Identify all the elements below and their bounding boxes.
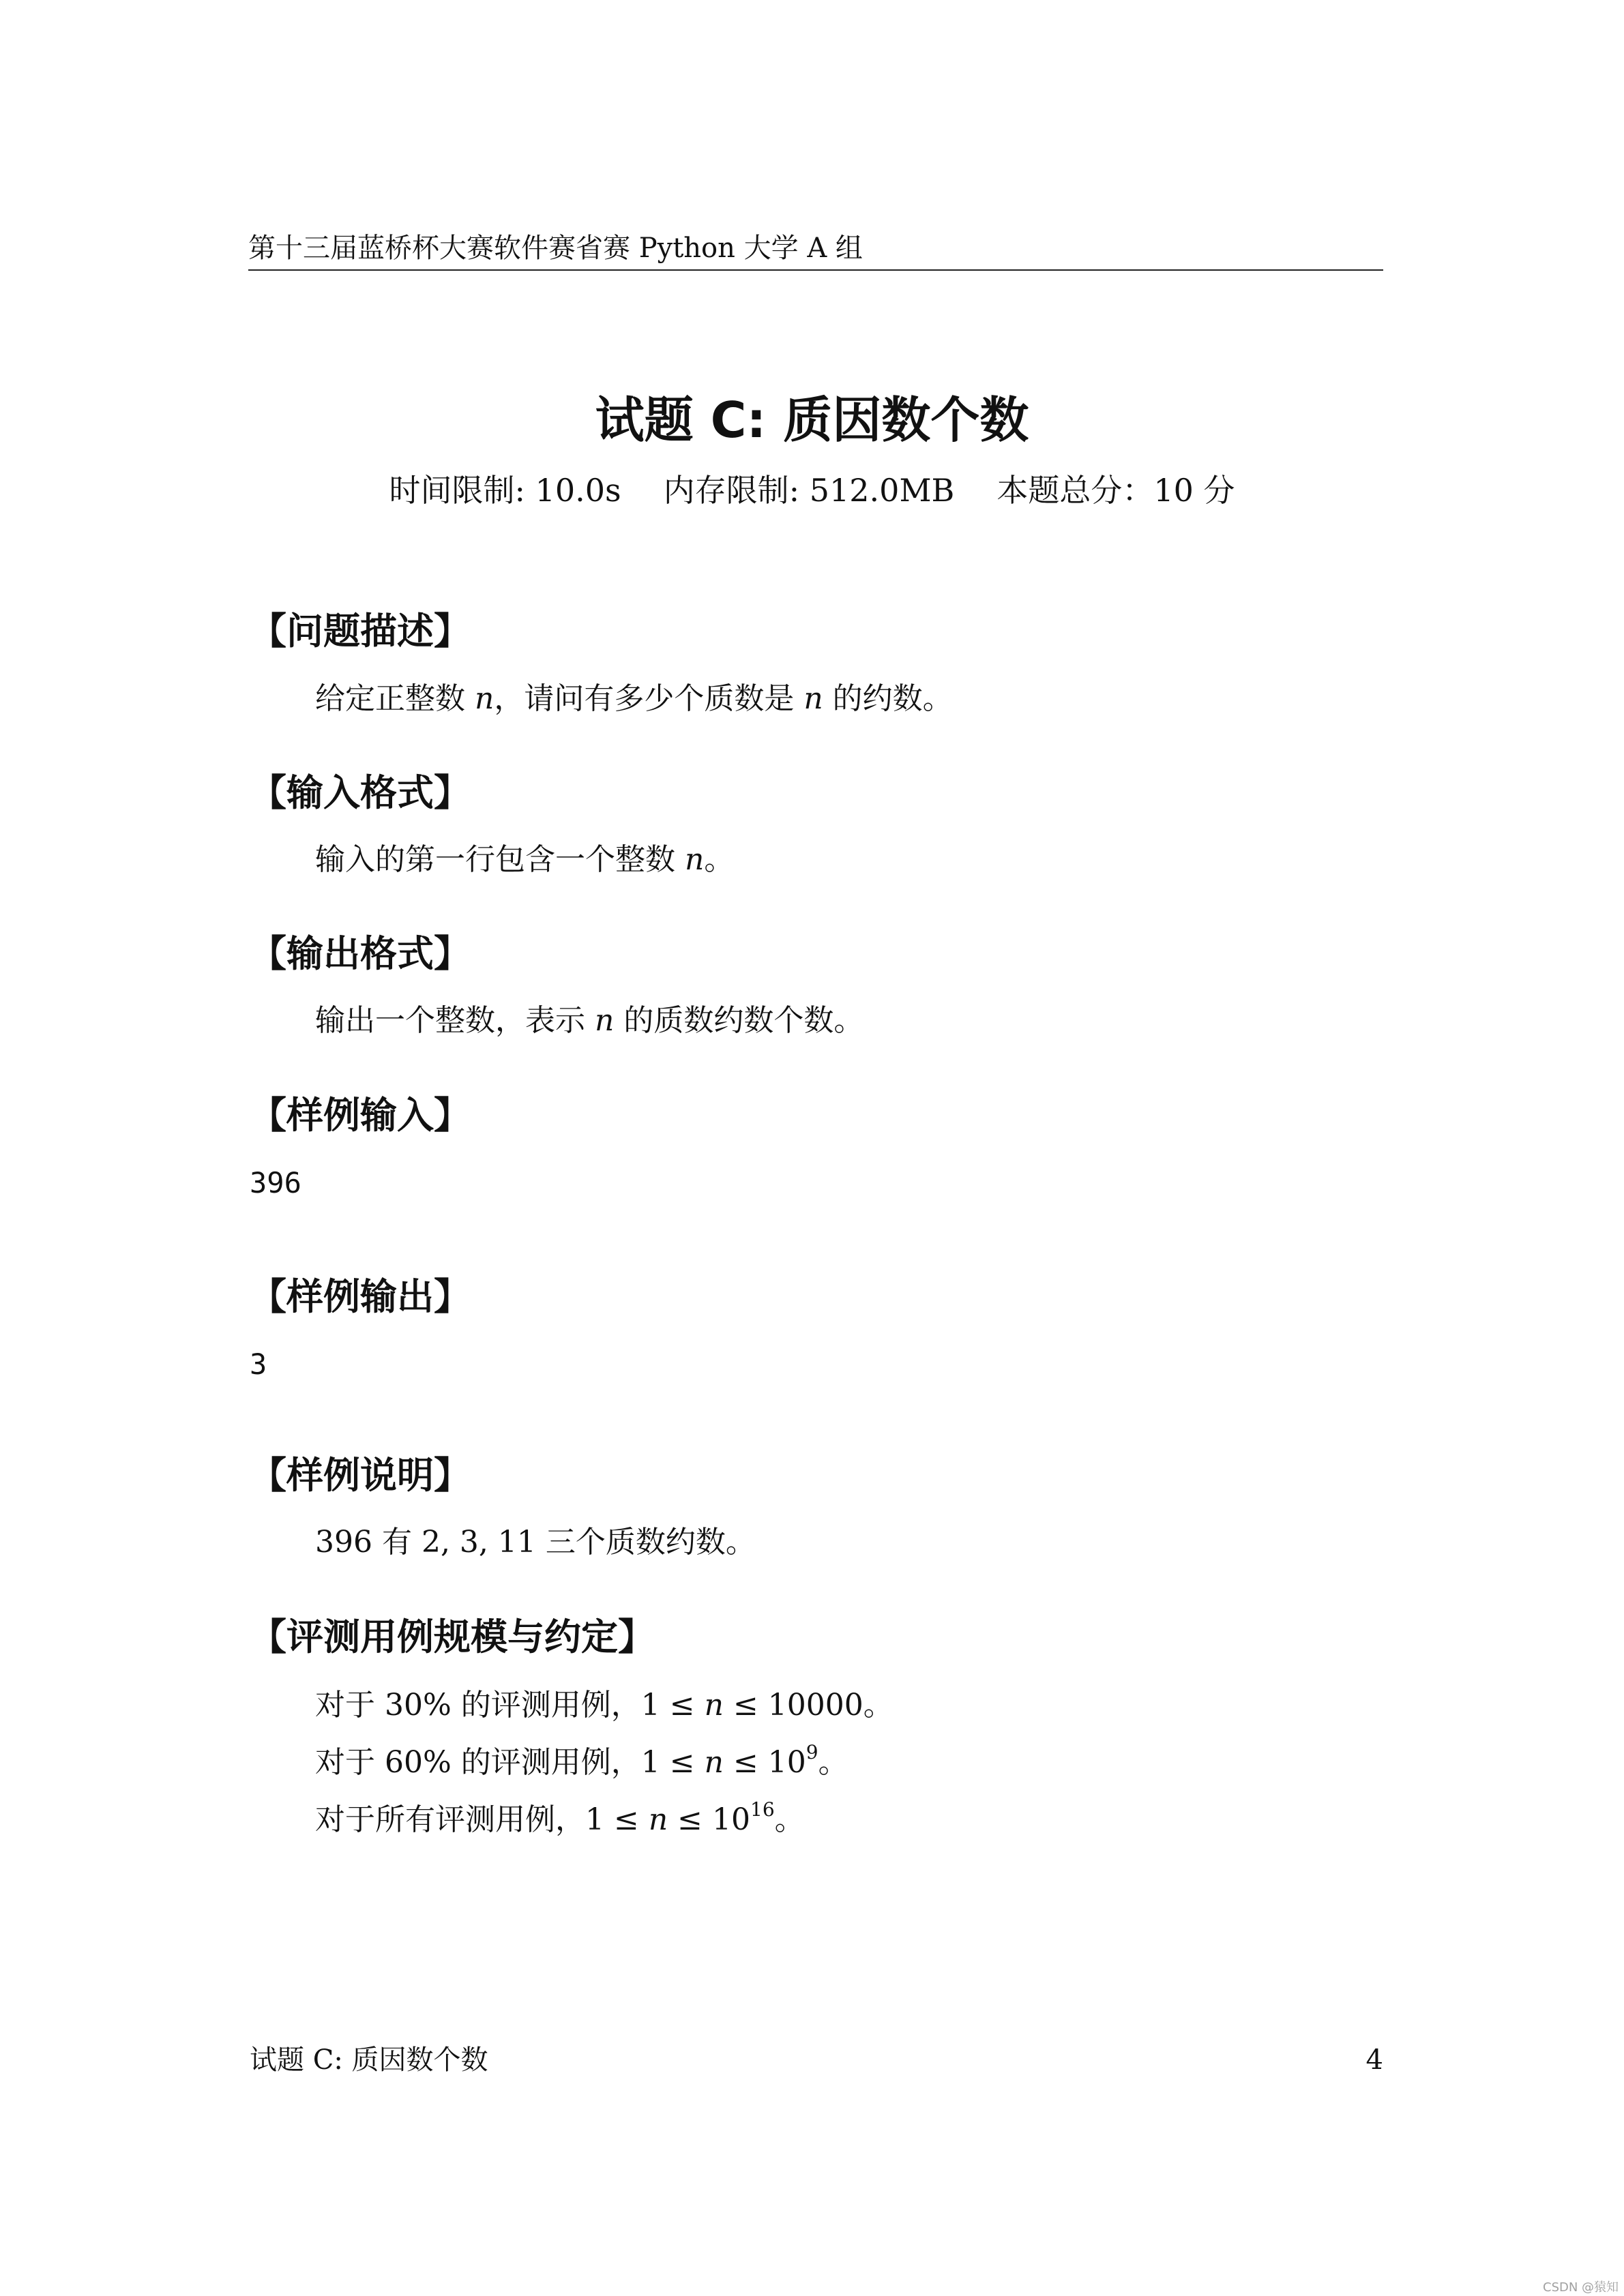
total-score: 本题总分：10 分	[996, 472, 1235, 509]
problem-title: 试题 C: 质因数个数	[595, 391, 1029, 449]
output-format-text: 输出一个整数，表示 n 的质数约数个数。	[315, 1003, 864, 1038]
time-limit: 时间限制: 10.0s	[389, 472, 621, 509]
section-heading-output-format: 【输出格式】	[250, 932, 471, 975]
header-rule	[248, 269, 1383, 271]
constraint-line: 对于 60% 的评测用例，$1 \le n \le 10^9$。	[315, 1741, 848, 1780]
problem-limits	[0, 469, 1624, 511]
page-number: 4	[1365, 2044, 1383, 2076]
section-heading-sample-input: 【样例输入】	[250, 1094, 471, 1137]
section-heading-input-format: 【输入格式】	[250, 771, 471, 814]
watermark: CSDN @猿知	[1543, 2280, 1619, 2295]
input-format-text: 输入的第一行包含一个整数 n。	[315, 842, 735, 877]
sample-output-value: 3	[250, 1347, 267, 1381]
section-heading-sample-output: 【样例输出】	[250, 1275, 471, 1318]
constraint-line: 对于 30% 的评测用例，1 ≤ n ≤ 10000。	[315, 1688, 894, 1723]
section-heading-description: 【问题描述】	[250, 610, 471, 653]
description-text: 给定正整数 n，请问有多少个质数是 n 的约数。	[315, 681, 953, 716]
constraint-line: 对于所有评测用例，$1 \le n \le 10^{16}$。	[315, 1798, 805, 1837]
running-footer: 试题 C: 质因数个数	[250, 2044, 488, 2076]
running-header: 第十三届蓝桥杯大赛软件赛省赛 Python 大学 A 组	[248, 233, 863, 264]
sample-input-value: 396	[250, 1166, 301, 1199]
sample-explanation-text: 396 有 2, 3, 11 三个质数约数。	[315, 1525, 756, 1560]
section-heading-constraints: 【评测用例规模与约定】	[250, 1615, 655, 1658]
memory-limit: 内存限制: 512.0MB	[663, 472, 955, 509]
section-heading-sample-explanation: 【样例说明】	[250, 1454, 471, 1497]
